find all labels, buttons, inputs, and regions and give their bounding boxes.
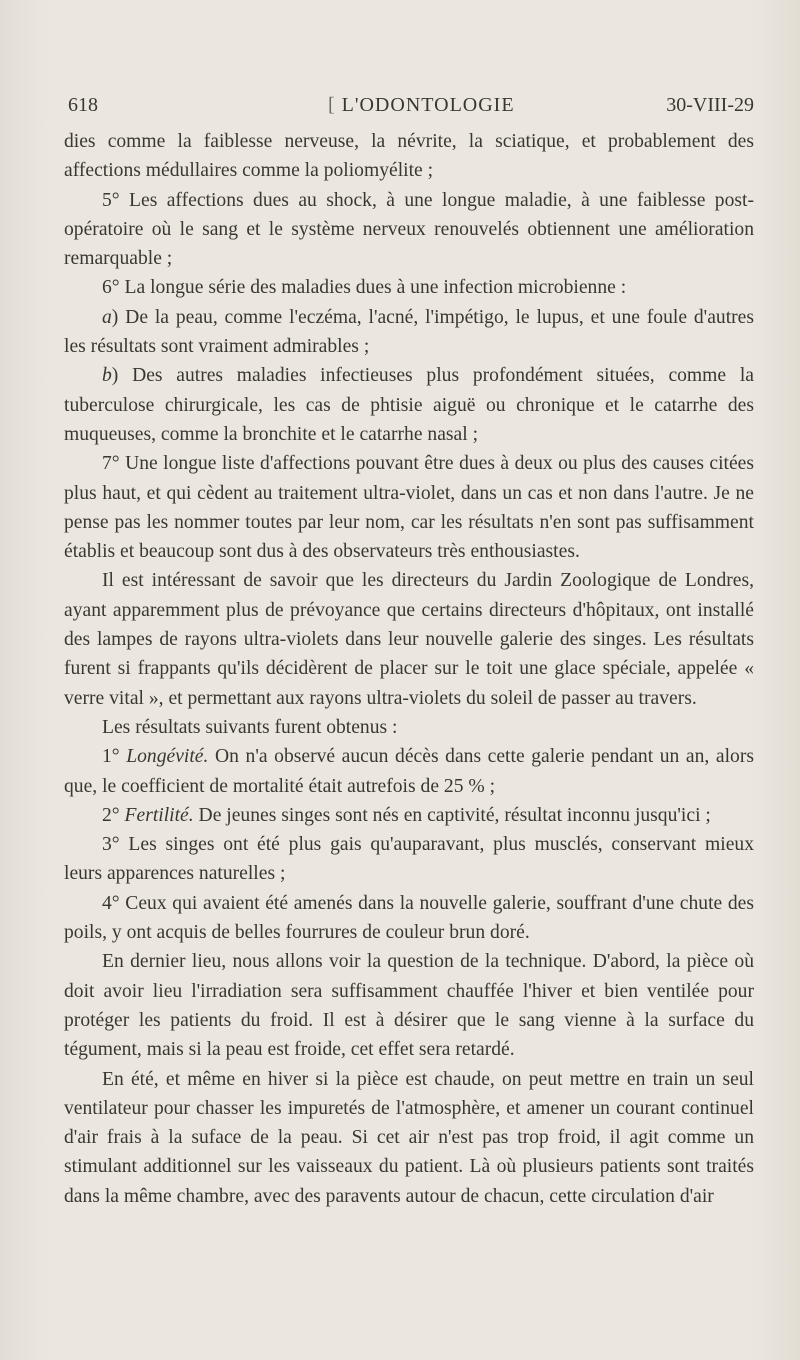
paragraph [64,361,754,449]
paragraph-text: Il est intéressant de savoir que les directeurs du Jardin Zoologique de Londres, ayant apparemment plus de prévoyance que certains directeurs d'hôpitaux, ont installé des lampes de rayons ultra-violets dans leur nouvelle galerie des singes. Les résultats furent si frappants qu'ils décidèrent de placer sur le toit une glace spéciale, appelée « verre vital », et permettant aux rayons ultra-violets du soleil de passer au travers. [64,570,754,709]
paragraph-text: On n'a observé aucun décès dans cette galerie pendant un an, alors que, le coefficient de mortalité était autrefois de 25 % ; [64,746,754,797]
paragraph-text: 5° Les affections dues au shock, à une longue maladie, à une faiblesse post-opératoire où le sang et le système nerveux renouvelés obtiennent une amélioration remarquable ; [64,189,754,270]
paragraph-text: 1° [102,746,127,768]
paragraph [64,449,754,566]
paragraph-text: 4° Ceux qui avaient été amenés dans la nouvelle galerie, souffrant d'une chute des poils, y ont acquis de belles fourrures de couleur brun doré. [64,892,754,944]
italic-text: b [102,365,112,387]
header-bracket: [ [328,94,336,116]
paragraph [64,273,754,302]
paragraph [64,303,754,362]
paragraph-text: 6° La longue série des maladies dues à une infection microbienne : [102,277,627,299]
body-text [64,127,754,1211]
paragraph [64,742,754,801]
page-header [68,94,754,120]
paragraph [64,801,754,830]
italic-text: a [102,306,112,328]
paragraph-text: En été, et même en hiver si la pièce est chaude, on peut mettre en train un seul ventilateur pour chasser les impuretés de l'atmosphère, et amener un courant continuel d'air frais à la suface de la peau. Si cet air n'est pas trop froid, il agit comme un stimulant additionnel sur les vaisseaux du patient. Là où plusieurs patients sont traités dans la même chambre, avec des paravents autour de chacun, cette circulation d'air [64,1068,754,1207]
italic-text: Fertilité. [124,804,194,826]
paragraph-text: 7° Une longue liste d'affections pouvant être dues à deux ou plus des causes citées plus haut, et qui cèdent au traitement ultra-violet, dans un cas et non dans l'autre. Je ne pense pas les nommer toutes par leur nom, car les résultats n'en sont pas suffisamment établis et beaucoup sont dus à des observateurs très enthousiastes. [64,453,754,563]
paragraph [64,186,754,274]
paragraph [64,1065,754,1211]
issue-date: 30-VIII-29 [666,94,754,116]
paragraph [64,830,754,889]
paragraph-text: dies comme la faiblesse nerveuse, la névrite, la sciatique, et probablement des affections médullaires comme la poliomyélite ; [64,131,754,182]
paragraph-text: ) De la peau, comme l'eczéma, l'acné, l'impétigo, le lupus, et une foule d'autres les résultats sont vraiment admirables ; [64,306,754,358]
italic-text: Longévité. [126,746,209,768]
paragraph [64,713,754,742]
running-title [328,94,515,117]
paragraph [64,127,754,186]
paragraph-text: 3° Les singes ont été plus gais qu'auparavant, plus musclés, conservant mieux leurs apparences naturelles ; [64,834,754,885]
journal-title: L'ODONTOLOGIE [341,94,515,116]
paragraph [64,566,754,712]
paragraph-text: De jeunes singes sont nés en captivité, résultat inconnu jusqu'ici ; [193,804,711,826]
page-number: 618 [68,94,98,116]
paragraph-text: ) Des autres maladies infectieuses plus profondément situées, comme la tuberculose chirurgicale, les cas de phtisie aiguë ou chronique et le catarrhe des muqueuses, comme la bronchite et le catarrhe nasal ; [64,365,754,445]
paragraph [64,947,754,1064]
paragraph-text: Les résultats suivants furent obtenus : [102,716,398,738]
paragraph-text: 2° [102,804,125,826]
paragraph-text: En dernier lieu, nous allons voir la question de la technique. D'abord, la pièce où doit avoir lieu l'irradiation sera suffisamment chauffée l'hiver et bien ventilée pour protéger les patients du froid. Il est à désirer que le sang vienne à la surface du tégument, mais si la peau est froide, cet effet sera retardé. [64,951,754,1061]
paragraph [64,889,754,948]
